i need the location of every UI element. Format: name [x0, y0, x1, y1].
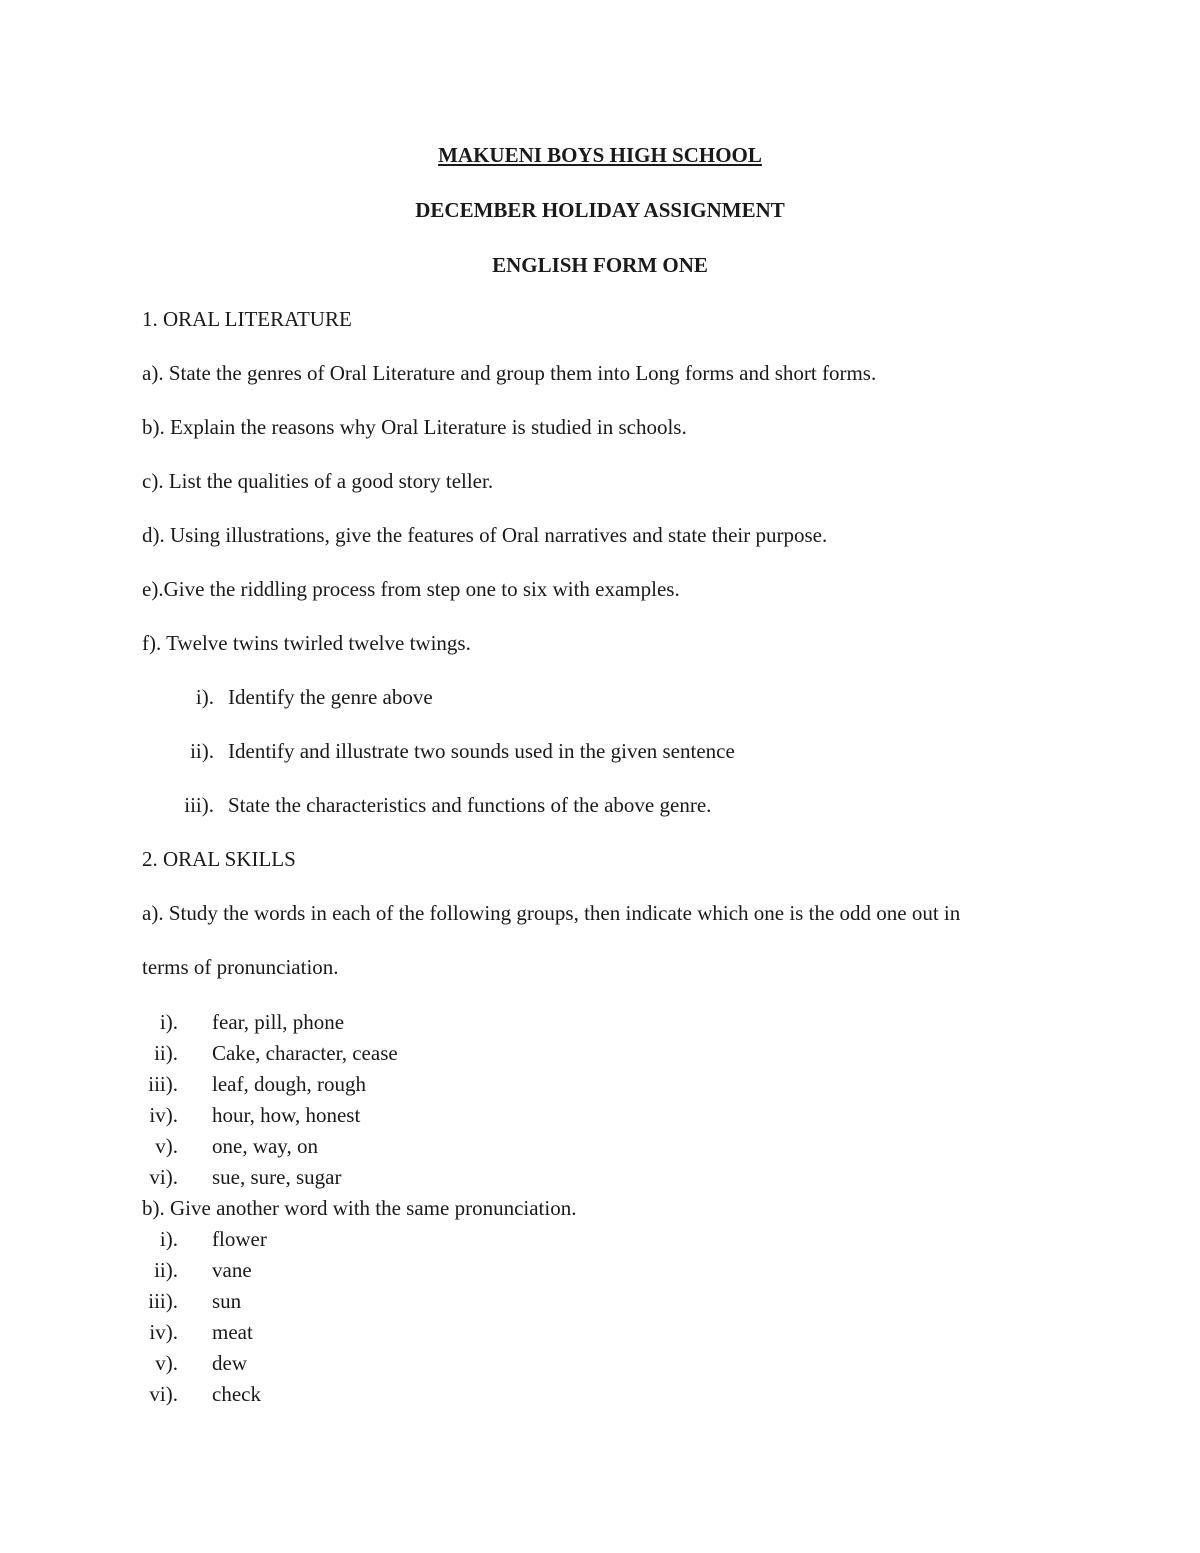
list-item: Cake, character, cease [212, 1041, 398, 1065]
question-2b: b). Give another word with the same pronunciation. [142, 1196, 577, 1220]
sub-number: iii). [184, 793, 214, 817]
list-item-number: ii). [154, 1258, 178, 1282]
assignment-title: DECEMBER HOLIDAY ASSIGNMENT [415, 198, 785, 222]
question-1f: f). Twelve twins twirled twelve twings. [142, 631, 471, 655]
sub-question: State the characteristics and functions of the above genre. [228, 793, 712, 817]
list-item: one, way, on [212, 1134, 318, 1158]
list-item-number: vi). [149, 1382, 178, 1406]
question-1d: d). Using illustrations, give the features of Oral narratives and state their purpose. [142, 523, 828, 547]
list-item-number: ii). [154, 1041, 178, 1065]
list-item-number: iv). [149, 1103, 178, 1127]
question-1b: b). Explain the reasons why Oral Literature is studied in schools. [142, 415, 687, 439]
question-2a-line1: a). Study the words in each of the following groups, then indicate which one is the odd one out in [142, 901, 961, 925]
school-title: MAKUENI BOYS HIGH SCHOOL [438, 143, 762, 167]
section1-heading: 1. ORAL LITERATURE [142, 307, 352, 331]
list-item-number: v). [155, 1134, 178, 1158]
list-item-number: iii). [148, 1072, 178, 1096]
list-item-number: vi). [149, 1165, 178, 1189]
list-item: dew [212, 1351, 247, 1375]
section2-heading: 2. ORAL SKILLS [142, 847, 296, 871]
sub-number: i). [195, 685, 214, 709]
list-item: hour, how, honest [212, 1103, 361, 1127]
list-item: sue, sure, sugar [212, 1165, 342, 1189]
list-item-number: iv). [149, 1320, 178, 1344]
list-item: check [212, 1382, 261, 1406]
list-item: vane [212, 1258, 252, 1282]
question-1a: a). State the genres of Oral Literature and group them into Long forms and short forms. [142, 361, 877, 385]
question-2a-line2: terms of pronunciation. [142, 955, 339, 979]
sub-question: Identify the genre above [228, 685, 433, 709]
question-1e: e).Give the riddling process from step one to six with examples. [142, 577, 680, 601]
list-item: fear, pill, phone [212, 1010, 345, 1034]
list-item: leaf, dough, rough [212, 1072, 366, 1096]
subject-title: ENGLISH FORM ONE [492, 253, 708, 277]
list-item: meat [212, 1320, 253, 1344]
list-item-number: i). [159, 1227, 178, 1251]
list-item: flower [212, 1227, 267, 1251]
list-item: sun [212, 1289, 242, 1313]
question-1c: c). List the qualities of a good story teller. [142, 469, 494, 493]
list-item-number: i). [159, 1010, 178, 1034]
list-item-number: iii). [148, 1289, 178, 1313]
sub-question: Identify and illustrate two sounds used in the given sentence [228, 739, 735, 763]
list-item-number: v). [155, 1351, 178, 1375]
sub-number: ii). [190, 739, 214, 763]
